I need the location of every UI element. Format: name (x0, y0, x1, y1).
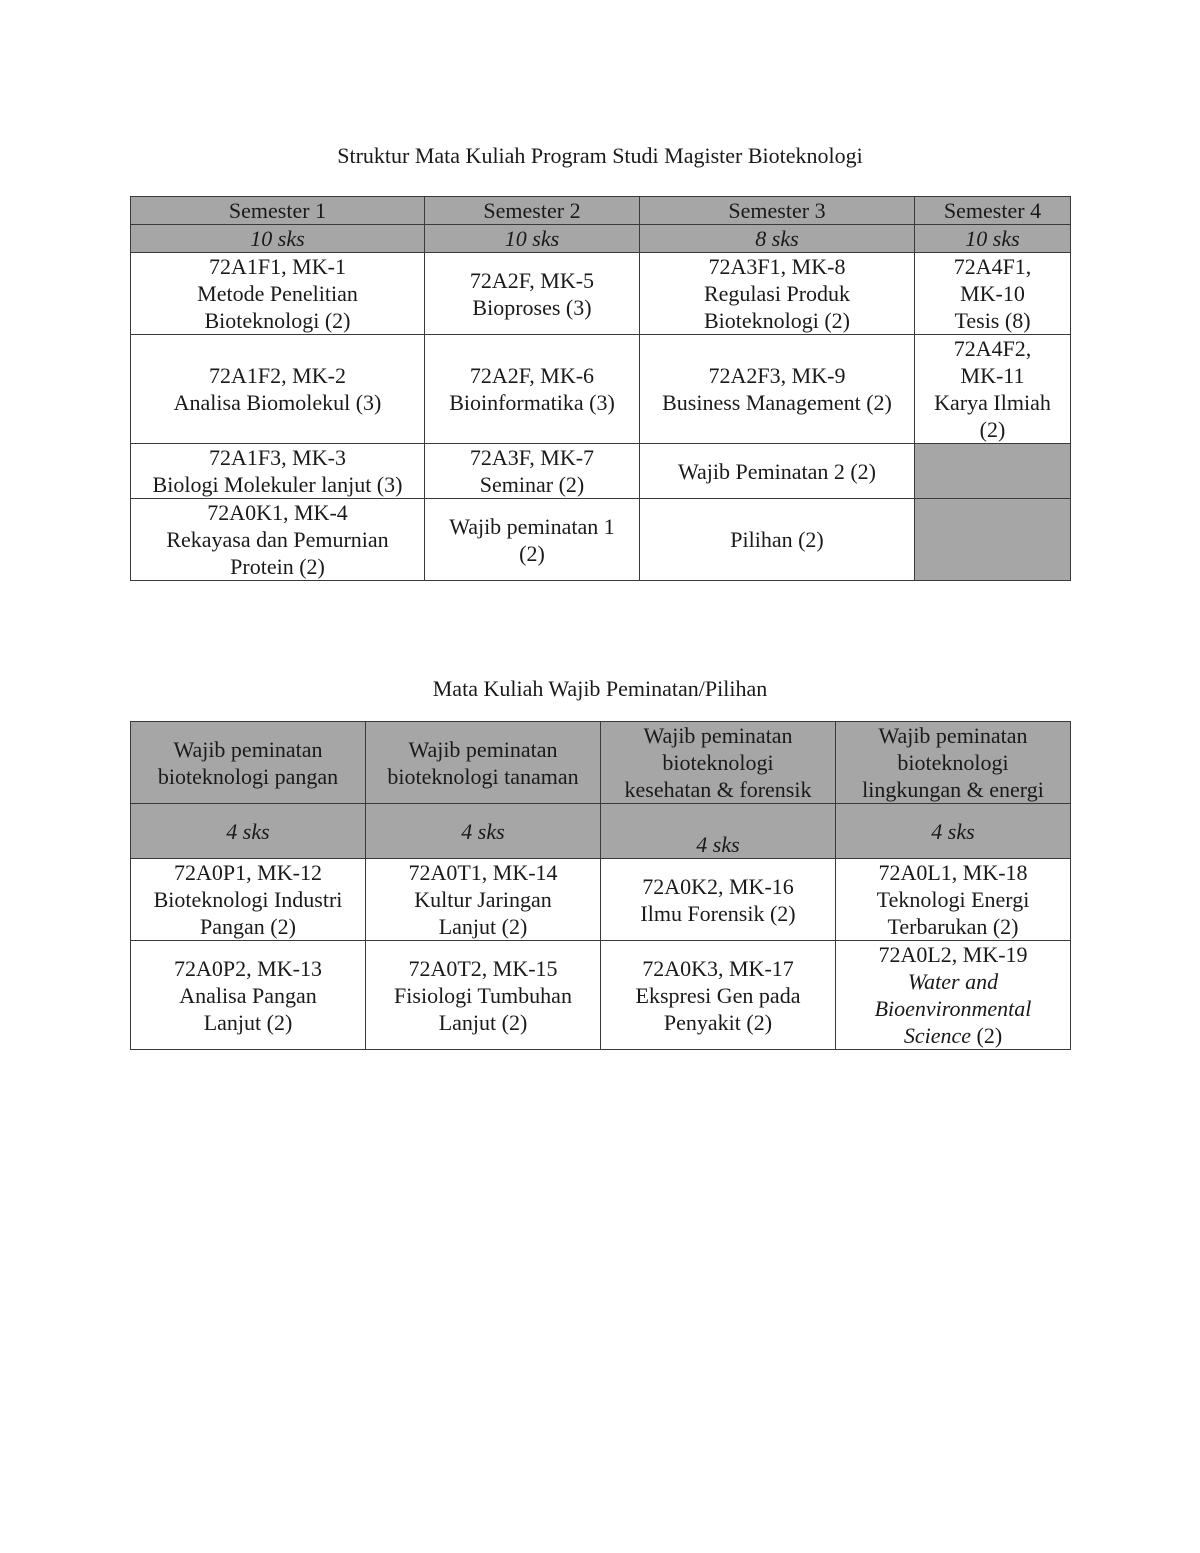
header-line: lingkungan & energi (862, 777, 1044, 802)
course-name: Biologi Molekuler lanjut (3) (152, 472, 403, 497)
course-cell (131, 941, 366, 1050)
course-cell (640, 444, 915, 499)
course-name: Kultur Jaringan (414, 887, 552, 912)
header-line: bioteknologi (897, 750, 1009, 775)
course-name: Bioteknologi (2) (204, 308, 351, 333)
semester-header: Semester 2 (425, 197, 640, 225)
course-cell (131, 335, 425, 444)
course-name: Business Management (2) (662, 390, 892, 415)
course-name (840, 1022, 1066, 1049)
course-name: Seminar (2) (479, 472, 585, 497)
course-code: 72A4F2, (953, 336, 1032, 361)
course-row (131, 253, 1071, 335)
course-name: Ilmu Forensik (2) (640, 900, 796, 926)
semester-header-row (131, 197, 1071, 225)
course-cell (366, 941, 601, 1050)
header-line: Wajib peminatan (408, 736, 558, 762)
sks-row (131, 225, 1071, 253)
course-cell (640, 253, 915, 335)
course-row (131, 859, 1071, 941)
table2-title: Mata Kuliah Wajib Peminatan/Pilihan (432, 676, 768, 701)
course-cell (131, 253, 425, 335)
course-row (131, 499, 1071, 581)
course-cell (131, 444, 425, 499)
course-code: 72A4F1, (953, 254, 1032, 279)
course-code: 72A0P1, MK-12 (174, 860, 322, 885)
sks-cell: 4 sks (601, 804, 836, 859)
course-name: Protein (2) (230, 554, 325, 579)
course-name: Lanjut (2) (203, 1009, 293, 1035)
course-code: 72A0L2, MK-19 (878, 942, 1028, 967)
course-name: Ekspresi Gen pada (635, 982, 801, 1008)
course-cell (131, 859, 366, 941)
sks-cell: 4 sks (366, 804, 601, 859)
course-row (131, 941, 1071, 1050)
sks-cell: 4 sks (836, 804, 1071, 859)
sks-cell: 4 sks (131, 804, 366, 859)
course-code: MK-11 (960, 363, 1025, 388)
course-cell (366, 859, 601, 941)
course-name: Karya Ilmiah (934, 390, 1051, 415)
course-cell (836, 941, 1071, 1050)
course-name: Metode Penelitian (197, 281, 358, 306)
course-structure-table (130, 196, 1071, 581)
course-cell (425, 253, 640, 335)
course-name: Wajib Peminatan 2 (2) (677, 458, 876, 484)
course-code: 72A0L1, MK-18 (878, 860, 1028, 885)
specialization-header (836, 722, 1071, 804)
header-line: bioteknologi pangan (157, 763, 339, 789)
course-name: (2) (519, 540, 545, 566)
course-name-italic: Science (903, 1023, 971, 1048)
course-name: Bioteknologi (2) (703, 308, 851, 333)
course-code: 72A0P2, MK-13 (174, 955, 322, 981)
course-code: 72A2F, MK-5 (469, 267, 595, 293)
table1-title: Struktur Mata Kuliah Program Studi Magister Bioteknologi (337, 143, 863, 168)
course-code: 72A3F1, MK-8 (708, 254, 846, 279)
course-name: Water and (907, 969, 999, 994)
header-line: Wajib peminatan (173, 736, 323, 762)
header-line: Wajib peminatan (643, 723, 793, 748)
course-name: Terbarukan (2) (887, 914, 1019, 939)
course-cell (425, 444, 640, 499)
course-cell (425, 335, 640, 444)
course-name: Bioenvironmental (874, 996, 1032, 1021)
course-cell (601, 941, 836, 1050)
header-line: Wajib peminatan (878, 723, 1028, 748)
course-name: Penyakit (2) (663, 1009, 773, 1035)
course-row (131, 335, 1071, 444)
course-code: 72A3F, MK-7 (469, 445, 595, 470)
specialization-header (366, 722, 601, 804)
sks-cell: 10 sks (425, 225, 640, 253)
course-code: 72A0T2, MK-15 (408, 955, 558, 981)
course-name: Teknologi Energi (876, 887, 1030, 912)
course-name: Lanjut (2) (438, 1009, 528, 1035)
course-credit: (2) (971, 1023, 1003, 1048)
course-cell (640, 335, 915, 444)
course-row (131, 444, 1071, 499)
course-cell (425, 499, 640, 581)
course-code: 72A0T1, MK-14 (408, 860, 558, 885)
course-cell (601, 859, 836, 941)
course-cell (640, 499, 915, 581)
specialization-header-row (131, 722, 1071, 804)
course-name: Lanjut (2) (438, 914, 528, 939)
course-name: Tesis (8) (954, 308, 1031, 333)
course-code: 72A1F1, MK-1 (209, 254, 346, 279)
course-name: Pangan (2) (200, 914, 296, 939)
course-code: 72A2F3, MK-9 (708, 363, 846, 388)
course-code: 72A2F, MK-6 (469, 363, 595, 388)
course-name: Fisiologi Tumbuhan (394, 982, 572, 1008)
header-line: kesehatan & forensik (624, 777, 812, 802)
course-name: Analisa Pangan (179, 982, 317, 1008)
empty-cell (915, 444, 1071, 499)
course-cell (915, 253, 1071, 335)
course-cell (915, 335, 1071, 444)
sks-cell: 8 sks (640, 225, 915, 253)
semester-header: Semester 3 (640, 197, 915, 225)
course-code: 72A1F2, MK-2 (209, 363, 346, 388)
course-code: 72A1F3, MK-3 (209, 445, 346, 470)
header-line: bioteknologi tanaman (387, 763, 579, 789)
course-cell (131, 499, 425, 581)
course-name: Wajib peminatan 1 (449, 513, 615, 539)
sks-cell: 10 sks (915, 225, 1071, 253)
course-name: Rekayasa dan Pemurnian (166, 527, 389, 552)
course-code: 72A0K3, MK-17 (642, 955, 794, 981)
course-name: Bioinformatika (3) (449, 390, 615, 415)
sks-row (131, 804, 1071, 859)
course-code: 72A0K1, MK-4 (207, 500, 348, 525)
course-code: MK-10 (960, 281, 1025, 306)
course-name: Bioproses (3) (472, 294, 592, 320)
course-name: Regulasi Produk (703, 281, 851, 306)
empty-cell (915, 499, 1071, 581)
specialization-table (130, 721, 1071, 1050)
sks-cell: 10 sks (131, 225, 425, 253)
specialization-header (601, 722, 836, 804)
course-name: Pilihan (2) (730, 527, 824, 552)
semester-header: Semester 1 (131, 197, 425, 225)
course-code: 72A0K2, MK-16 (642, 873, 794, 899)
header-line: bioteknologi (662, 750, 774, 775)
semester-header: Semester 4 (915, 197, 1071, 225)
course-name: (2) (979, 417, 1006, 442)
course-name: Bioteknologi Industri (153, 887, 343, 912)
specialization-header (131, 722, 366, 804)
course-cell (836, 859, 1071, 941)
course-name: Analisa Biomolekul (3) (173, 390, 382, 415)
